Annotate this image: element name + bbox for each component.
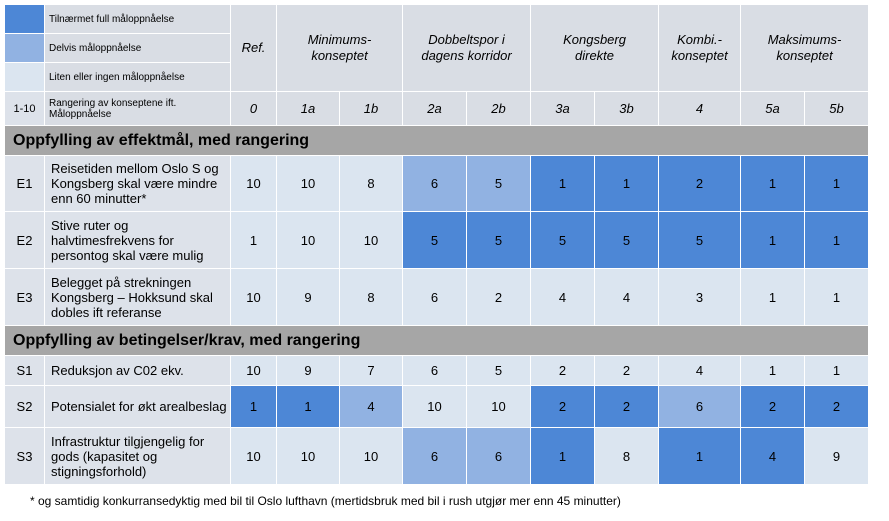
header-group-minimum: Minimums- konseptet [277, 5, 403, 92]
rank-cell: 1 [659, 428, 741, 485]
rank-cell: 6 [659, 386, 741, 428]
rank-cell: 4 [741, 428, 805, 485]
legend-label-partial: Delvis måloppnåelse [45, 34, 231, 63]
table-row [5, 356, 869, 386]
table-row [5, 212, 869, 269]
rank-cell: 9 [805, 428, 869, 485]
rank-cell: 10 [277, 156, 340, 212]
rank-cell: 10 [231, 356, 277, 386]
rank-cell: 1 [741, 156, 805, 212]
concept-id: 1a [277, 92, 340, 126]
rank-cell: 1 [805, 156, 869, 212]
concept-id: 4 [659, 92, 741, 126]
rank-cell: 10 [340, 428, 403, 485]
row-id: S1 [5, 356, 45, 386]
rank-cell: 2 [659, 156, 741, 212]
table-row [5, 156, 869, 212]
rank-cell: 2 [531, 386, 595, 428]
rank-cell: 10 [403, 386, 467, 428]
row-id: E1 [5, 156, 45, 212]
rank-cell: 4 [659, 356, 741, 386]
rank-cell: 1 [741, 356, 805, 386]
rank-cell: 4 [340, 386, 403, 428]
table-row [5, 269, 869, 326]
concept-id: 5a [741, 92, 805, 126]
header-group-kongsberg: Kongsberg direkte [531, 5, 659, 92]
rank-cell: 4 [531, 269, 595, 326]
rank-cell: 10 [231, 269, 277, 326]
rank-cell: 5 [531, 212, 595, 269]
row-criterion: Reisetiden mellom Oslo S og Kongsberg skal være mindre enn 60 minutter* [45, 156, 231, 212]
rank-cell: 5 [467, 212, 531, 269]
row-id: E2 [5, 212, 45, 269]
row-id: S2 [5, 386, 45, 428]
rank-description: Rangering av konseptene ift. Måloppnåelse [45, 92, 231, 126]
rank-cell: 5 [467, 156, 531, 212]
section-title: Oppfylling av effektmål, med rangering [5, 126, 869, 156]
row-criterion: Stive ruter og halvtimesfrekvens for persontog skal være mulig [45, 212, 231, 269]
rank-cell: 2 [805, 386, 869, 428]
rank-cell: 4 [595, 269, 659, 326]
footnote: * og samtidig konkurransedyktig med bil til Oslo lufthavn (mertidsbruk med bil i rush utgjør mer enn 45 minutter) [30, 494, 621, 508]
section-title: Oppfylling av betingelser/krav, med rangering [5, 326, 869, 356]
rank-cell: 2 [741, 386, 805, 428]
rank-cell: 2 [531, 356, 595, 386]
rank-cell: 2 [595, 356, 659, 386]
row-criterion: Belegget på strekningen Kongsberg – Hokksund skal dobles ift referanse [45, 269, 231, 326]
concept-id: 2a [403, 92, 467, 126]
concept-id: 3a [531, 92, 595, 126]
rank-cell: 10 [231, 156, 277, 212]
legend-swatch-partial [5, 34, 45, 63]
rank-cell: 10 [277, 212, 340, 269]
rank-cell: 9 [277, 356, 340, 386]
rank-cell: 5 [403, 212, 467, 269]
row-criterion: Infrastruktur tilgjengelig for gods (kapasitet og stigningsforhold) [45, 428, 231, 485]
rank-cell: 1 [531, 156, 595, 212]
rank-cell: 6 [403, 428, 467, 485]
table-row [5, 386, 869, 428]
legend-label-full: Tilnærmet full måloppnåelse [45, 5, 231, 34]
rank-cell: 1 [595, 156, 659, 212]
concept-id: 0 [231, 92, 277, 126]
evaluation-table [4, 4, 869, 485]
concept-id: 1b [340, 92, 403, 126]
rank-cell: 6 [403, 356, 467, 386]
rank-cell: 6 [467, 428, 531, 485]
rank-cell: 2 [467, 269, 531, 326]
table-row [5, 428, 869, 485]
rank-cell: 1 [805, 212, 869, 269]
rank-cell: 1 [741, 269, 805, 326]
rank-scale: 1-10 [5, 92, 45, 126]
rank-cell: 1 [531, 428, 595, 485]
rank-cell: 5 [659, 212, 741, 269]
rank-cell: 6 [403, 156, 467, 212]
rank-cell: 10 [277, 428, 340, 485]
rank-cell: 1 [741, 212, 805, 269]
header-group-maksimum: Maksimums- konseptet [741, 5, 869, 92]
row-id: E3 [5, 269, 45, 326]
rank-cell: 3 [659, 269, 741, 326]
rank-cell: 10 [340, 212, 403, 269]
legend-swatch-full [5, 5, 45, 34]
rank-cell: 5 [595, 212, 659, 269]
header-group-dobbeltspor: Dobbeltspor i dagens korridor [403, 5, 531, 92]
rank-cell: 1 [805, 269, 869, 326]
rank-cell: 1 [277, 386, 340, 428]
rank-cell: 5 [467, 356, 531, 386]
row-id: S3 [5, 428, 45, 485]
rank-cell: 1 [231, 386, 277, 428]
legend-label-low: Liten eller ingen måloppnåelse [45, 63, 231, 92]
rank-cell: 1 [805, 356, 869, 386]
rank-cell: 9 [277, 269, 340, 326]
rank-cell: 10 [467, 386, 531, 428]
rank-cell: 7 [340, 356, 403, 386]
rank-cell: 6 [403, 269, 467, 326]
concept-id: 2b [467, 92, 531, 126]
row-criterion: Reduksjon av C02 ekv. [45, 356, 231, 386]
row-criterion: Potensialet for økt arealbeslag [45, 386, 231, 428]
rank-cell: 2 [595, 386, 659, 428]
rank-cell: 10 [231, 428, 277, 485]
header-group-kombi: Kombi.- konseptet [659, 5, 741, 92]
concept-id: 3b [595, 92, 659, 126]
rank-cell: 1 [231, 212, 277, 269]
rank-cell: 8 [340, 269, 403, 326]
header-ref: Ref. [231, 5, 277, 92]
concept-id: 5b [805, 92, 869, 126]
legend-swatch-low [5, 63, 45, 92]
rank-cell: 8 [340, 156, 403, 212]
rank-cell: 8 [595, 428, 659, 485]
